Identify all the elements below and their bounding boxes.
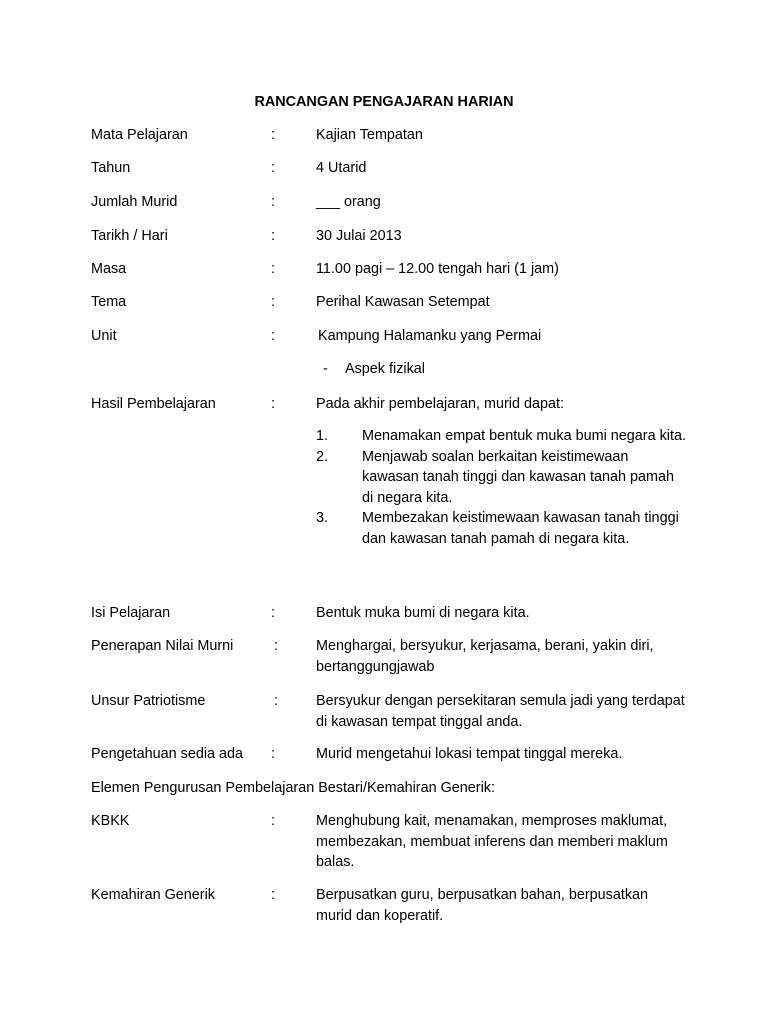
field-separator: : xyxy=(274,638,278,654)
field-value: Perihal Kawasan Setempat xyxy=(316,294,490,310)
field-label: Pengetahuan sedia ada xyxy=(91,746,244,762)
learning-outcomes-list xyxy=(316,426,686,549)
field-label: Penerapan Nilai Murni xyxy=(91,638,234,654)
field-label: KBKK xyxy=(91,813,130,829)
list-item xyxy=(316,447,686,509)
list-number: 3. xyxy=(316,510,329,526)
field-label: Tarikh / Hari xyxy=(91,228,168,244)
field-value: 11.00 pagi – 12.00 tengah hari (1 jam) xyxy=(316,261,559,277)
dash-list-item xyxy=(323,359,425,380)
field-separator: : xyxy=(271,160,275,176)
field-label: Jumlah Murid xyxy=(91,194,178,210)
list-item-text: Membezakan keistimewaan kawasan tanah tinggi dan kawasan tanah pamah di negara kita. xyxy=(362,510,679,547)
list-item xyxy=(316,426,686,447)
field-separator: : xyxy=(274,693,278,709)
field-label: Hasil Pembelajaran xyxy=(91,396,216,412)
field-separator: : xyxy=(271,261,275,277)
field-separator: : xyxy=(271,813,275,829)
field-label: Unsur Patriotisme xyxy=(91,693,206,709)
field-value: 4 Utarid xyxy=(316,160,367,176)
list-item xyxy=(316,508,686,549)
field-separator: : xyxy=(271,396,275,412)
list-item-text: Menjawab soalan berkaitan keistimewaan kawasan tanah tinggi dan kawasan tanah pamah di negara kita. xyxy=(362,448,675,506)
field-separator: : xyxy=(271,328,275,344)
field-separator: : xyxy=(271,887,275,903)
field-separator: : xyxy=(271,194,275,210)
field-value: Murid mengetahui lokasi tempat tinggal mereka. xyxy=(316,746,623,762)
field-value: 30 Julai 2013 xyxy=(316,228,402,244)
field-value: Berpusatkan guru, berpusatkan bahan, berpusatkan murid dan koperatif. xyxy=(316,887,649,924)
field-label: Unit xyxy=(91,328,117,344)
field-value: Kajian Tempatan xyxy=(316,127,423,143)
field-separator: : xyxy=(271,746,275,762)
dash-item-text: Aspek fizikal xyxy=(345,361,425,377)
list-number: 1. xyxy=(316,428,329,444)
list-item-text: Menamakan empat bentuk muka bumi negara kita. xyxy=(362,428,686,444)
field-value: ___ orang xyxy=(316,194,381,210)
field-value: Bersyukur dengan persekitaran semula jadi yang terdapat di kawasan tempat tinggal anda. xyxy=(316,693,685,730)
field-separator: : xyxy=(271,605,275,621)
field-label: Tahun xyxy=(91,160,131,176)
field-label: Isi Pelajaran xyxy=(91,605,171,621)
dash-marker: - xyxy=(323,361,328,377)
field-value: Menghubung kait, menamakan, memproses maklumat, membezakan, membuat inferens dan memberi maklum balas. xyxy=(316,813,668,870)
field-separator: : xyxy=(271,294,275,310)
field-value: Pada akhir pembelajaran, murid dapat: xyxy=(316,396,564,412)
field-label: Masa xyxy=(91,261,127,277)
field-label: Kemahiran Generik xyxy=(91,887,215,903)
field-label: Tema xyxy=(91,294,127,310)
field-label: Mata Pelajaran xyxy=(91,127,188,143)
field-value: Menghargai, bersyukur, kerjasama, berani, yakin diri, bertanggungjawab xyxy=(316,638,654,675)
document-title: RANCANGAN PENGAJARAN HARIAN xyxy=(254,94,514,110)
section-heading: Elemen Pengurusan Pembelajaran Bestari/Kemahiran Generik: xyxy=(91,780,495,796)
field-separator: : xyxy=(271,127,275,143)
field-separator: : xyxy=(271,228,275,244)
field-value: Kampung Halamanku yang Permai xyxy=(318,328,542,344)
list-number: 2. xyxy=(316,448,329,465)
field-value: Bentuk muka bumi di negara kita. xyxy=(316,605,530,621)
